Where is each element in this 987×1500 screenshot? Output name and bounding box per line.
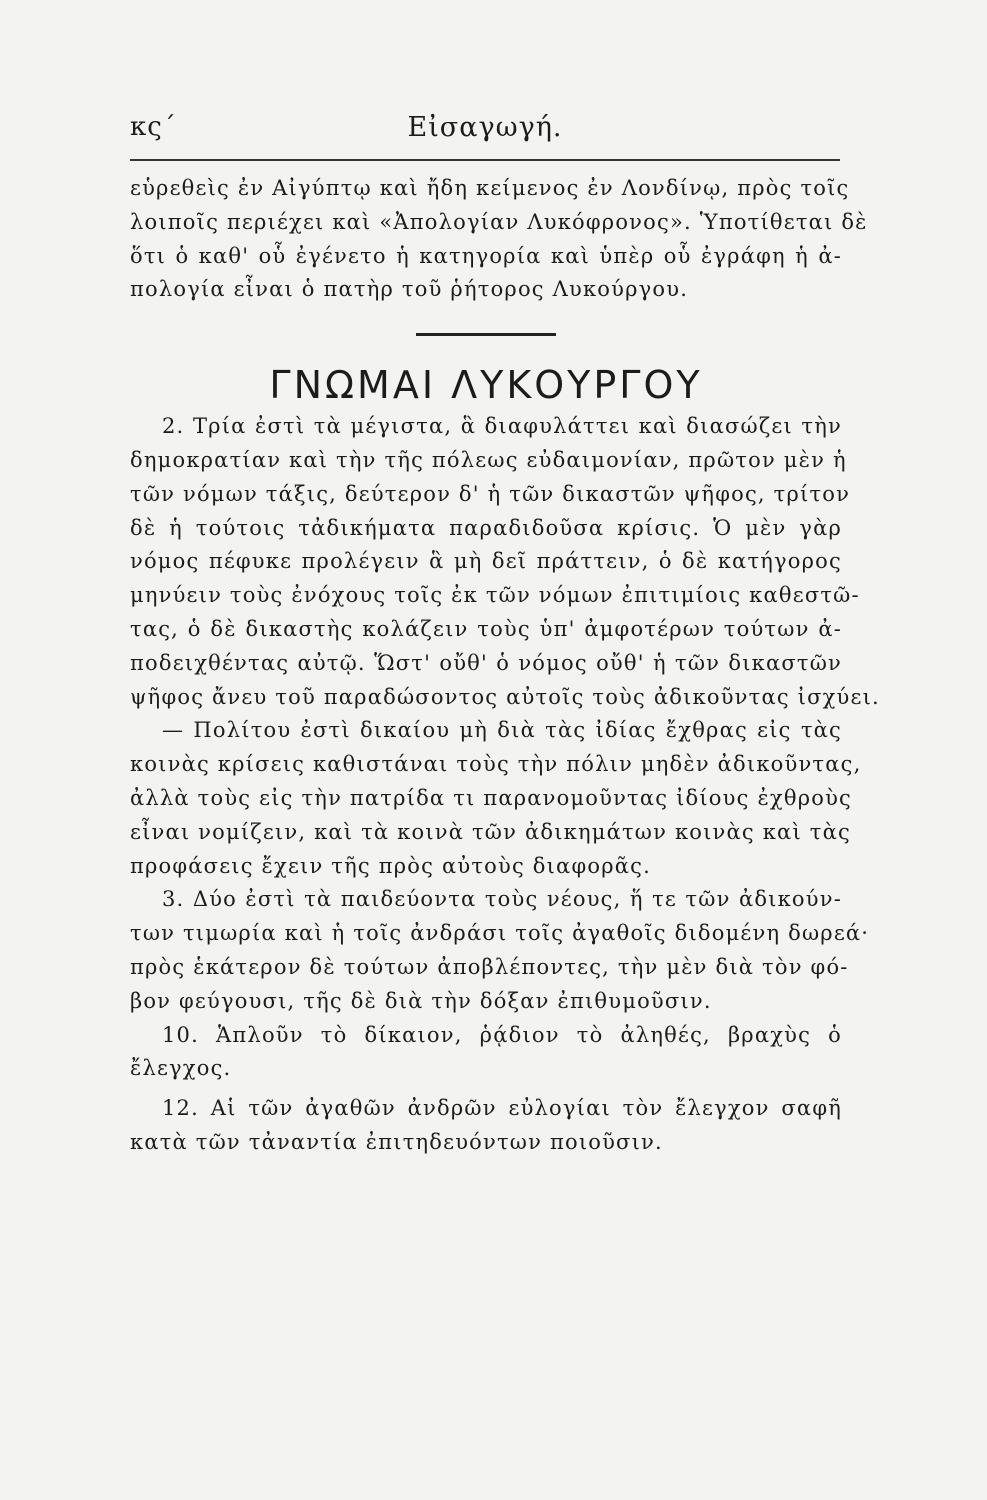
text-line: πολογία εἶναι ὁ πατὴρ τοῦ ῥήτορος Λυκούργου. <box>130 277 689 302</box>
text-line: τας, ὁ δὲ δικαστὴς κολάζειν τοὺς ὑπ' ἀμφοτέρων τούτων ἀ- <box>130 616 842 641</box>
text-line: λοιποῖς περιέχει καὶ «Ἀπολογίαν Λυκόφρονος». Ὑποτίθεται δὲ <box>130 209 868 234</box>
text-line: νόμος πέφυκε προλέγειν ἃ μὴ δεῖ πράττειν, ὁ δὲ κατήγορος <box>130 549 842 574</box>
text-line: ποδειχθέντας αὐτῷ. Ὥστ' οὔθ' ὁ νόμος οὔθ' ἡ τῶν δικαστῶν <box>130 650 842 675</box>
section-divider <box>416 333 556 336</box>
text-line: πρὸς ἑκάτερον δὲ τούτων ἀποβλέποντες, τὴν μὲν διὰ τὸν φό- <box>130 954 849 979</box>
intro-paragraph <box>130 172 868 307</box>
page-body <box>130 172 880 1160</box>
header-rule <box>130 159 840 161</box>
page-header <box>130 112 840 152</box>
text-line: ἀλλὰ τοὺς εἰς τὴν πατρίδα τι παρανομοῦντας ἰδίους ἐχθροὺς <box>130 785 853 810</box>
text-line: — Πολίτου ἐστὶ δικαίου μὴ διὰ τὰς ἰδίας ἔχθρας εἰς τὰς <box>162 718 842 743</box>
text-line: των τιμωρία καὶ ἡ τοῖς ἀνδράσι τοῖς ἀγαθοῖς διδομένη δωρεά· <box>130 921 870 946</box>
text-line: ἔλεγχος. <box>130 1056 232 1081</box>
text-line: κοινὰς κρίσεις καθιστάναι τοὺς τὴν πόλιν μηδὲν ἀδικοῦντας, <box>130 752 862 777</box>
text-line: εἶναι νομίζειν, καὶ τὰ κοινὰ τῶν ἀδικημάτων κοινὰς καὶ τὰς <box>130 819 851 844</box>
text-line: μηνύειν τοὺς ἐνόχους τοῖς ἐκ τῶν νόμων ἐπιτιμίοις καθεστῶ- <box>130 583 860 608</box>
paragraph-3 <box>130 883 870 1018</box>
text-line: εὑρεθεὶς ἐν Αἰγύπτῳ καὶ ἤδη κείμενος ἐν Λονδίνῳ, πρὸς τοῖς <box>130 176 850 200</box>
paragraph-12 <box>130 1092 842 1160</box>
text-line: τῶν νόμων τάξις, δεύτερον δ' ἡ τῶν δικαστῶν ψῆφος, τρίτον <box>130 481 851 506</box>
running-title: Εἰσαγωγή. <box>407 112 563 143</box>
section-title: ΓΝΩΜΑΙ ΛΥΚΟΥΡΓΟΥ <box>269 363 703 408</box>
page-number: κς΄ <box>130 112 177 142</box>
paragraph-2 <box>130 410 880 714</box>
text-line: ὅτι ὁ καθ' οὗ ἐγένετο ἡ κατηγορία καὶ ὑπὲρ οὗ ἐγράφη ἡ ἀ- <box>130 243 842 268</box>
text-line: κατὰ τῶν τἀναντία ἐπιτηδευόντων ποιοῦσιν. <box>130 1129 663 1154</box>
text-line: βον φεύγουσι, τῆς δὲ διὰ τὴν δόξαν ἐπιθυμοῦσιν. <box>130 988 712 1013</box>
text-line: 10. Ἁπλοῦν τὸ δίκαιον, ῥᾴδιον τὸ ἀληθές, βραχὺς ὁ <box>162 1022 842 1047</box>
paragraph-10 <box>130 1019 842 1087</box>
text-line: προφάσεις ἔχειν τῆς πρὸς αὐτοὺς διαφορᾶς. <box>130 853 651 878</box>
text-line: ψῆφος ἄνευ τοῦ παραδώσοντος αὐτοῖς τοὺς ἀδικοῦντας ἰσχύει. <box>130 684 880 709</box>
text-line: 3. Δύο ἐστὶ τὰ παιδεύοντα τοὺς νέους, ἥ τε τῶν ἀδικούν- <box>162 887 842 912</box>
paragraph-dash <box>130 714 862 883</box>
text-line: δὲ ἡ τούτοις τἀδικήματα παραδιδοῦσα κρίσις. Ὁ μὲν γὰρ <box>130 515 842 540</box>
text-line: 2. Τρία ἐστὶ τὰ μέγιστα, ἃ διαφυλάττει καὶ διασώζει τὴν <box>162 414 842 439</box>
text-line: 12. Αἱ τῶν ἀγαθῶν ἀνδρῶν εὐλογίαι τὸν ἔλεγχον σαφῆ <box>162 1096 842 1121</box>
text-line: δημοκρατίαν καὶ τὴν τῆς πόλεως εὐδαιμονίαν, πρῶτον μὲν ἡ <box>130 447 847 472</box>
